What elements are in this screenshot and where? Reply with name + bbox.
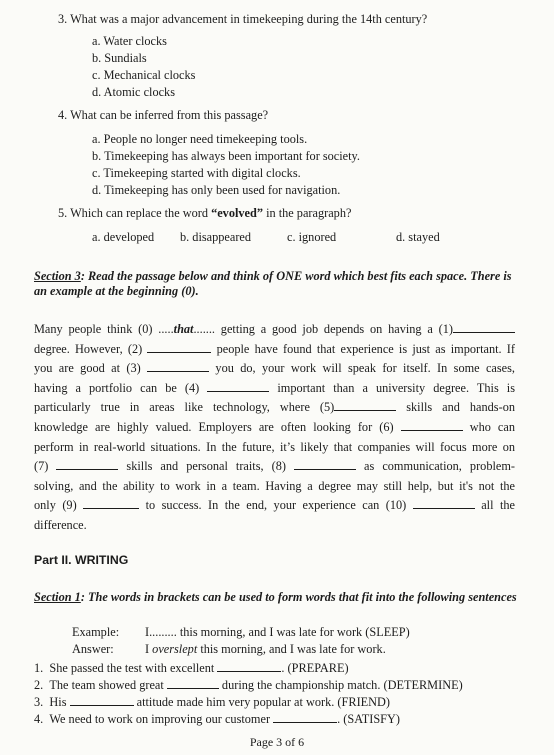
example-answer: that: [173, 322, 194, 336]
passage-line-1: Many people think (0) .....that....... getting a good job depends on having a (1): [34, 320, 515, 340]
item-1: 1. She passed the test with excellent . (PREPARE): [34, 661, 349, 675]
item-3-blank: [70, 693, 134, 706]
q4-option-a: a. People no longer need timekeeping tools.: [92, 132, 308, 146]
blank-3: [147, 359, 209, 372]
blank-7: [56, 457, 118, 470]
blank-1: [453, 320, 515, 333]
question-5-stem: 5. Which can replace the word “evolved” in the paragraph?: [58, 206, 352, 220]
answer-text: I overslept this morning, and I was late for work.: [145, 642, 386, 656]
q4-option-c: c. Timekeeping started with digital clocks.: [92, 166, 301, 180]
part-2-heading: Part II. WRITING: [34, 553, 129, 567]
q5-option-c: c. ignored: [287, 230, 337, 244]
passage-line-2: degree. However, (2) people have found that experience is just as important. If: [34, 341, 515, 356]
blank-2: [147, 340, 211, 353]
blank-10: [413, 496, 475, 509]
passage-line-10: only (9) to success. In the end, your experience can (10) all the: [34, 498, 515, 513]
passage-line-5: particularly true in areas like technology, where (5) skills and hands-on: [34, 400, 515, 415]
item-2-blank: [167, 676, 219, 689]
q5-option-d: d. stayed: [396, 230, 440, 244]
page-number: Page 3 of 6: [249, 735, 305, 749]
passage-line-8: (7) skills and personal traits, (8) as communication, problem-: [34, 459, 515, 474]
cloze-passage: [34, 320, 515, 536]
example-text: I......... this morning, and I was late for work (SLEEP): [145, 625, 410, 639]
passage-line-3: you are good at (3) you do, your work will speak for itself. In some cases,: [34, 361, 515, 376]
passage-line-6: knowledge are highly valued. Employers are often looking for (6) who can: [34, 419, 515, 434]
q4-option-b: b. Timekeeping has always been important for society.: [92, 149, 360, 163]
question-3-stem: 3. What was a major advancement in timekeeping during the 14th century?: [58, 12, 428, 26]
passage-line-4: having a portfolio can be (4) important than a university degree. This is: [34, 380, 516, 395]
q3-option-b: b. Sundials: [92, 51, 147, 65]
item-4: 4. We need to work on improving our customer . (SATISFY): [34, 712, 400, 726]
blank-5: [334, 398, 396, 411]
q3-option-c: c. Mechanical clocks: [92, 68, 196, 82]
blank-9: [83, 496, 139, 509]
passage-line-11: difference.: [34, 517, 87, 532]
q3-option-d: d. Atomic clocks: [92, 85, 175, 99]
blank-6: [401, 418, 463, 431]
section-3-heading: Section 3: Read the passage below and think of ONE word which best fits each space. There is an example at the beginning (0).: [34, 269, 512, 298]
q3-option-a: a. Water clocks: [92, 34, 167, 48]
item-1-blank: [217, 659, 281, 672]
section-1-heading: Section 1: The words in brackets can be used to form words that fit into the following sentences: [34, 590, 517, 604]
q5-option-a: a. developed: [92, 230, 155, 244]
item-3: 3. His attitude made him very popular at work. (FRIEND): [34, 695, 391, 709]
answer-word: overslept: [152, 642, 198, 656]
answer-label: Answer:: [72, 642, 114, 656]
item-4-blank: [273, 710, 337, 723]
question-4-stem: 4. What can be inferred from this passage?: [58, 108, 269, 122]
blank-4: [207, 379, 269, 392]
blank-8: [294, 457, 356, 470]
item-2: 2. The team showed great during the championship match. (DETERMINE): [34, 678, 463, 692]
passage-line-9: solving, and the ability to work in a team. Having a degree may still help, but it's not the: [34, 478, 515, 493]
example-label: Example:: [72, 625, 120, 639]
q5-target-word: “evolved”: [211, 206, 263, 220]
q5-option-b: b. disappeared: [180, 230, 252, 244]
q4-option-d: d. Timekeeping has only been used for navigation.: [92, 183, 341, 197]
passage-line-7: perform in real-world situations. In the future, it’s likely that companies will focus more on: [34, 439, 515, 454]
